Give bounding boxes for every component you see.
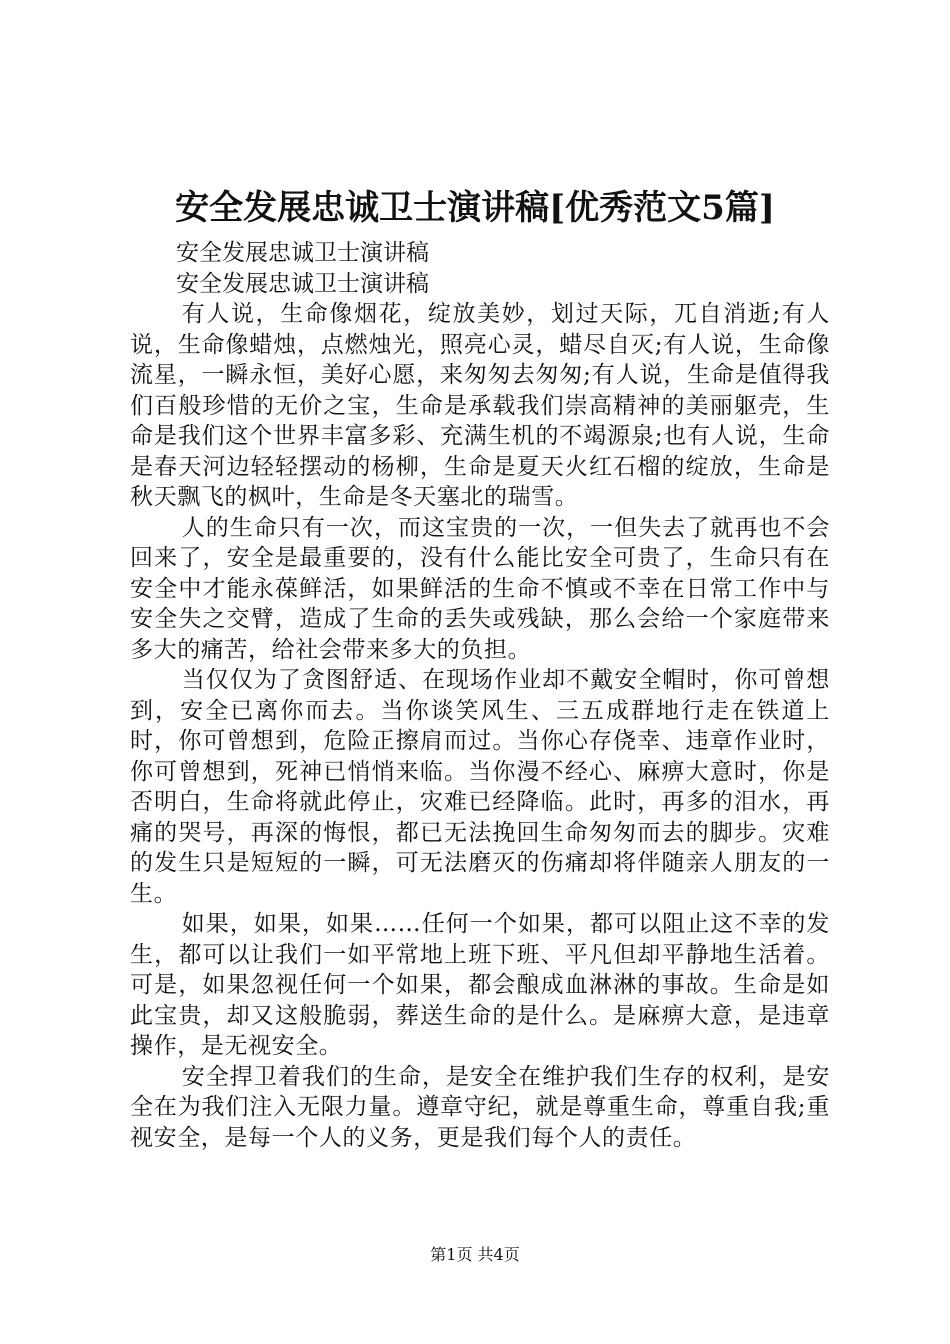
- document-body: [130, 238, 830, 1153]
- document-title: 安全发展忠诚卫士演讲稿[优秀范文5篇]: [175, 188, 775, 228]
- paragraph: 当仅仅为了贪图舒适、在现场作业却不戴安全帽时，你可曾想到，安全已离你而去。当你谈笑风生、三五成群地行走在铁道上时，你可曾想到，危险正擦肩而过。当你心存侥幸、违章作业时，你可曾想到，死神已悄悄来临。当你漫不经心、麻痹大意时，你是否明白，生命将就此停止，灾难已经降临。此时，再多的泪水，再痛的哭号，再深的悔恨，都已无法挽回生命匆匆而去的脚步。灾难的发生只是短短的一瞬，可无法磨灭的伤痛却将伴随亲人朋友的一生。: [130, 667, 830, 907]
- paragraph: 如果，如果，如果……任何一个如果，都可以阻止这不幸的发生，都可以让我们一如平常地上班下班、平凡但却平静地生活着。可是，如果忽视任何一个如果，都会酿成血淋淋的事故。生命是如此宝贵，却又这般脆弱，葬送生命的是什么。是麻痹大意，是违章操作，是无视安全。: [130, 911, 830, 1059]
- subheading: 安全发展忠诚卫士演讲稿: [176, 270, 429, 297]
- paragraph: 安全捍卫着我们的生命，是安全在维护我们生存的权利，是安全在为我们注入无限力量。遵章守纪，就是尊重生命，尊重自我;重视安全，是每一个人的义务，更是我们每个人的责任。: [130, 1063, 830, 1151]
- paragraph: 有人说，生命像烟花，绽放美妙，划过天际，兀自消逝;有人说，生命像蜡烛，点燃烛光，照亮心灵，蜡尽自灭;有人说，生命像流星，一瞬永恒，美好心愿，来匆匆去匆匆;有人说，生命是值得我们百般珍惜的无价之宝，生命是承载我们崇高精神的美丽躯壳，生命是我们这个世界丰富多彩、充满生机的不竭源泉;也有人说，生命是春天河边轻轻摆动的杨柳，生命是夏天火红石榴的绽放，生命是秋天飘飞的枫叶，生命是冬天塞北的瑞雪。: [130, 301, 830, 510]
- paragraph: 人的生命只有一次，而这宝贵的一次，一但失去了就再也不会回来了，安全是最重要的，没有什么能比安全可贵了，生命只有在安全中才能永葆鲜活，如果鲜活的生命不慎或不幸在日常工作中与安全失之交臂，造成了生命的丢失或残缺，那么会给一个家庭带来多大的痛苦，给社会带来多大的负担。: [130, 514, 830, 663]
- subheading: 安全发展忠诚卫士演讲稿: [176, 240, 429, 266]
- page-number-footer: 第1页 共4页: [430, 1245, 520, 1264]
